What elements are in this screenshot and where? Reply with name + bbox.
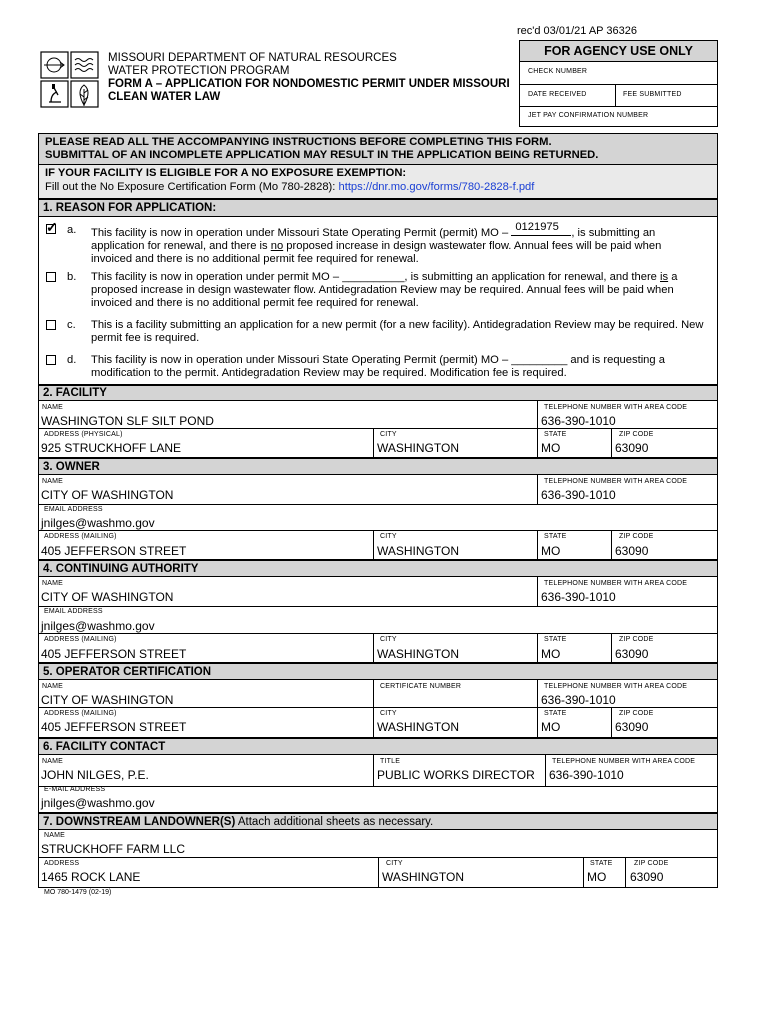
owner-zip-label: ZIP CODE: [619, 533, 654, 540]
option-a-line2-pre: application for renewal, and there is: [91, 240, 271, 252]
landowner-city-label: CITY: [386, 860, 403, 867]
owner-address[interactable]: 405 JEFFERSON STREET: [41, 544, 187, 558]
compass-icon: [44, 58, 64, 72]
owner-name-label: NAME: [42, 478, 64, 485]
facility-state[interactable]: MO: [541, 441, 561, 455]
option-b-is: is: [660, 271, 669, 283]
option-a-line2-post: proposed increase in design wastewater flow. Annual fees will be paid when: [283, 240, 662, 252]
option-c-checkbox[interactable]: [46, 320, 56, 330]
operator-certificate-label: CERTIFICATE NUMBER: [380, 683, 462, 690]
option-a-text: [91, 221, 711, 266]
authority-email[interactable]: jnilges@washmo.gov: [41, 619, 155, 633]
contact-phone[interactable]: 636-390-1010: [549, 768, 624, 782]
landowner-state[interactable]: MO: [587, 870, 607, 884]
operator-phone[interactable]: 636-390-1010: [541, 693, 616, 707]
department-logo: [40, 51, 100, 109]
authority-city[interactable]: WASHINGTON: [377, 647, 460, 661]
authority-state[interactable]: MO: [541, 647, 561, 661]
option-a-permit-number: 0121975: [515, 221, 559, 233]
option-a-line3: invoiced and there is no additional permit fee required for renewal.: [91, 253, 419, 265]
owner-city-label: CITY: [380, 533, 397, 540]
operator-state[interactable]: MO: [541, 720, 561, 734]
section-3-title: 3. OWNER: [38, 458, 718, 475]
checkmark-icon: ✓: [46, 219, 58, 235]
authority-city-label: CITY: [380, 636, 397, 643]
facility-address-label: ADDRESS (PHYSICAL): [44, 431, 123, 438]
authority-zip-label: ZIP CODE: [619, 636, 654, 643]
authority-name-label: NAME: [42, 580, 64, 587]
owner-email[interactable]: jnilges@washmo.gov: [41, 516, 155, 530]
facility-name[interactable]: WASHINGTON SLF SILT POND: [41, 414, 214, 428]
operator-name-label: NAME: [42, 683, 64, 690]
contact-title-label: TITLE: [380, 758, 401, 765]
option-c-text: [91, 319, 716, 345]
header-form-title-2: CLEAN WATER LAW: [108, 91, 221, 103]
option-b-line1-post: a: [668, 271, 678, 283]
owner-email-label: EMAIL ADDRESS: [44, 506, 103, 513]
owner-city[interactable]: WASHINGTON: [377, 544, 460, 558]
operator-name[interactable]: CITY OF WASHINGTON: [41, 693, 174, 707]
contact-job-title[interactable]: PUBLIC WORKS DIRECTOR: [377, 768, 535, 782]
section-6-title: 6. FACILITY CONTACT: [38, 738, 718, 755]
header-form-title: FORM A – APPLICATION FOR NONDOMESTIC PERMIT UNDER MISSOURI: [108, 78, 510, 90]
exemption-box: [38, 165, 718, 199]
header-department: MISSOURI DEPARTMENT OF NATURAL RESOURCES: [108, 52, 397, 64]
facility-name-label: NAME: [42, 404, 64, 411]
option-d-line1: This facility is now in operation under Missouri State Operating Permit (permit) MO – _________ and is requesting a: [91, 354, 665, 366]
facility-address[interactable]: 925 STRUCKHOFF LANE: [41, 441, 182, 455]
operator-city-label: CITY: [380, 710, 397, 717]
authority-address-label: ADDRESS (MAILING): [44, 636, 117, 643]
option-a-no: no: [270, 240, 284, 252]
header-program: WATER PROTECTION PROGRAM: [108, 65, 290, 77]
facility-phone-label: TELEPHONE NUMBER WITH AREA CODE: [544, 404, 688, 411]
section-1-title: 1. REASON FOR APPLICATION:: [38, 199, 718, 217]
notice-line-2: SUBMITTAL OF AN INCOMPLETE APPLICATION MAY RESULT IN THE APPLICATION BEING RETURNED.: [45, 149, 599, 161]
owner-name[interactable]: CITY OF WASHINGTON: [41, 488, 174, 502]
operator-address-label: ADDRESS (MAILING): [44, 710, 117, 717]
section-7-title: [38, 813, 718, 830]
option-c-line1: This is a facility submitting an application for a new permit (for a new facility). Antidegradation Review may be required. New: [91, 319, 704, 331]
operator-zip-label: ZIP CODE: [619, 710, 654, 717]
instructions-notice: [38, 133, 718, 165]
landowner-address-label: ADDRESS: [44, 860, 80, 867]
owner-phone-label: TELEPHONE NUMBER WITH AREA CODE: [544, 478, 688, 485]
operator-address[interactable]: 405 JEFFERSON STREET: [41, 720, 187, 734]
authority-zip[interactable]: 63090: [615, 647, 649, 661]
owner-state-label: STATE: [544, 533, 567, 540]
fee-submitted-label: FEE SUBMITTED: [623, 91, 682, 98]
option-d-letter: d.: [67, 354, 77, 366]
operator-phone-label: TELEPHONE NUMBER WITH AREA CODE: [544, 683, 688, 690]
landowner-zip-label: ZIP CODE: [634, 860, 669, 867]
form-number: MO 780-1479 (02-19): [44, 889, 112, 896]
facility-phone[interactable]: 636-390-1010: [541, 414, 616, 428]
landowner-address[interactable]: 1465 ROCK LANE: [41, 870, 141, 884]
contact-name-label: NAME: [42, 758, 64, 765]
option-a-line1-post: , is submitting an: [571, 227, 656, 239]
landowner-zip[interactable]: 63090: [630, 870, 664, 884]
microscope-icon: [49, 84, 61, 102]
option-d-text: [91, 354, 711, 380]
form-header: [108, 52, 510, 104]
option-b-letter: b.: [67, 271, 77, 283]
authority-state-label: STATE: [544, 636, 567, 643]
leaf-icon: [80, 85, 88, 106]
option-a-letter: a.: [67, 224, 77, 236]
landowner-name-label: NAME: [44, 832, 66, 839]
section-2-title: 2. FACILITY: [38, 385, 718, 401]
facility-zip[interactable]: 63090: [615, 441, 649, 455]
option-b-line2: proposed increase in design wastewater flow. Antidegradation Review may be required. Annual fees will be paid when: [91, 284, 674, 296]
jetpay-label: JET PAY CONFIRMATION NUMBER: [528, 112, 649, 119]
date-received-label: DATE RECEIVED: [528, 91, 587, 98]
received-stamp: rec'd 03/01/21 AP 36326: [517, 25, 637, 37]
option-c-letter: c.: [67, 319, 76, 331]
option-b-line3: invoiced and there is no additional permit fee required for renewal.: [91, 297, 419, 309]
water-icon: [75, 59, 93, 72]
option-b-line1-pre: This facility is now in operation under permit MO – __________, is submitting an application for renewal, and there: [91, 271, 661, 283]
operator-city[interactable]: WASHINGTON: [377, 720, 460, 734]
section-5-title: 5. OPERATOR CERTIFICATION: [38, 663, 718, 680]
owner-state[interactable]: MO: [541, 544, 561, 558]
authority-name[interactable]: CITY OF WASHINGTON: [41, 590, 174, 604]
landowner-name[interactable]: STRUCKHOFF FARM LLC: [41, 842, 186, 856]
authority-phone[interactable]: 636-390-1010: [541, 590, 616, 604]
option-d-checkbox[interactable]: [46, 355, 56, 365]
authority-address[interactable]: 405 JEFFERSON STREET: [41, 647, 187, 661]
option-b-checkbox[interactable]: [46, 272, 56, 282]
landowner-city[interactable]: WASHINGTON: [382, 870, 465, 884]
option-b-text: [91, 271, 711, 310]
option-a-line1-pre: This facility is now in operation under Missouri State Operating Permit (permit) MO –: [91, 227, 512, 239]
owner-zip[interactable]: 63090: [615, 544, 649, 558]
section-7-title-note: Attach additional sheets as necessary.: [235, 816, 434, 828]
facility-state-label: STATE: [544, 431, 567, 438]
facility-zip-label: ZIP CODE: [619, 431, 654, 438]
option-c-line2: permit fee is required.: [91, 332, 200, 344]
facility-city[interactable]: WASHINGTON: [377, 441, 460, 455]
check-number-label: CHECK NUMBER: [528, 68, 588, 75]
authority-email-label: EMAIL ADDRESS: [44, 608, 103, 615]
exemption-text: Fill out the No Exposure Certification Form (Mo 780-2828):: [45, 181, 339, 193]
exemption-title: IF YOUR FACILITY IS ELIGIBLE FOR A NO EXPOSURE EXEMPTION:: [45, 167, 407, 179]
agency-box-title: FOR AGENCY USE ONLY: [544, 44, 693, 58]
authority-phone-label: TELEPHONE NUMBER WITH AREA CODE: [544, 580, 688, 587]
option-d-line2: modification to the permit. Antidegradation Review may be required. Modification fee is required.: [91, 367, 567, 379]
landowner-state-label: STATE: [590, 860, 613, 867]
contact-email[interactable]: jnilges@washmo.gov: [41, 796, 155, 810]
facility-city-label: CITY: [380, 431, 397, 438]
section-7-title-bold: 7. DOWNSTREAM LANDOWNER(S): [43, 816, 236, 828]
operator-zip[interactable]: 63090: [615, 720, 649, 734]
owner-phone[interactable]: 636-390-1010: [541, 488, 616, 502]
notice-line-1: PLEASE READ ALL THE ACCOMPANYING INSTRUCTIONS BEFORE COMPLETING THIS FORM.: [45, 136, 552, 148]
section-4-title: 4. CONTINUING AUTHORITY: [38, 560, 718, 577]
contact-email-label: E-MAIL ADDRESS: [44, 786, 106, 793]
operator-state-label: STATE: [544, 710, 567, 717]
owner-address-label: ADDRESS (MAILING): [44, 533, 117, 540]
exemption-link[interactable]: https://dnr.mo.gov/forms/780-2828-f.pdf: [338, 181, 535, 193]
contact-phone-label: TELEPHONE NUMBER WITH AREA CODE: [552, 758, 696, 765]
contact-name[interactable]: JOHN NILGES, P.E.: [41, 768, 149, 782]
